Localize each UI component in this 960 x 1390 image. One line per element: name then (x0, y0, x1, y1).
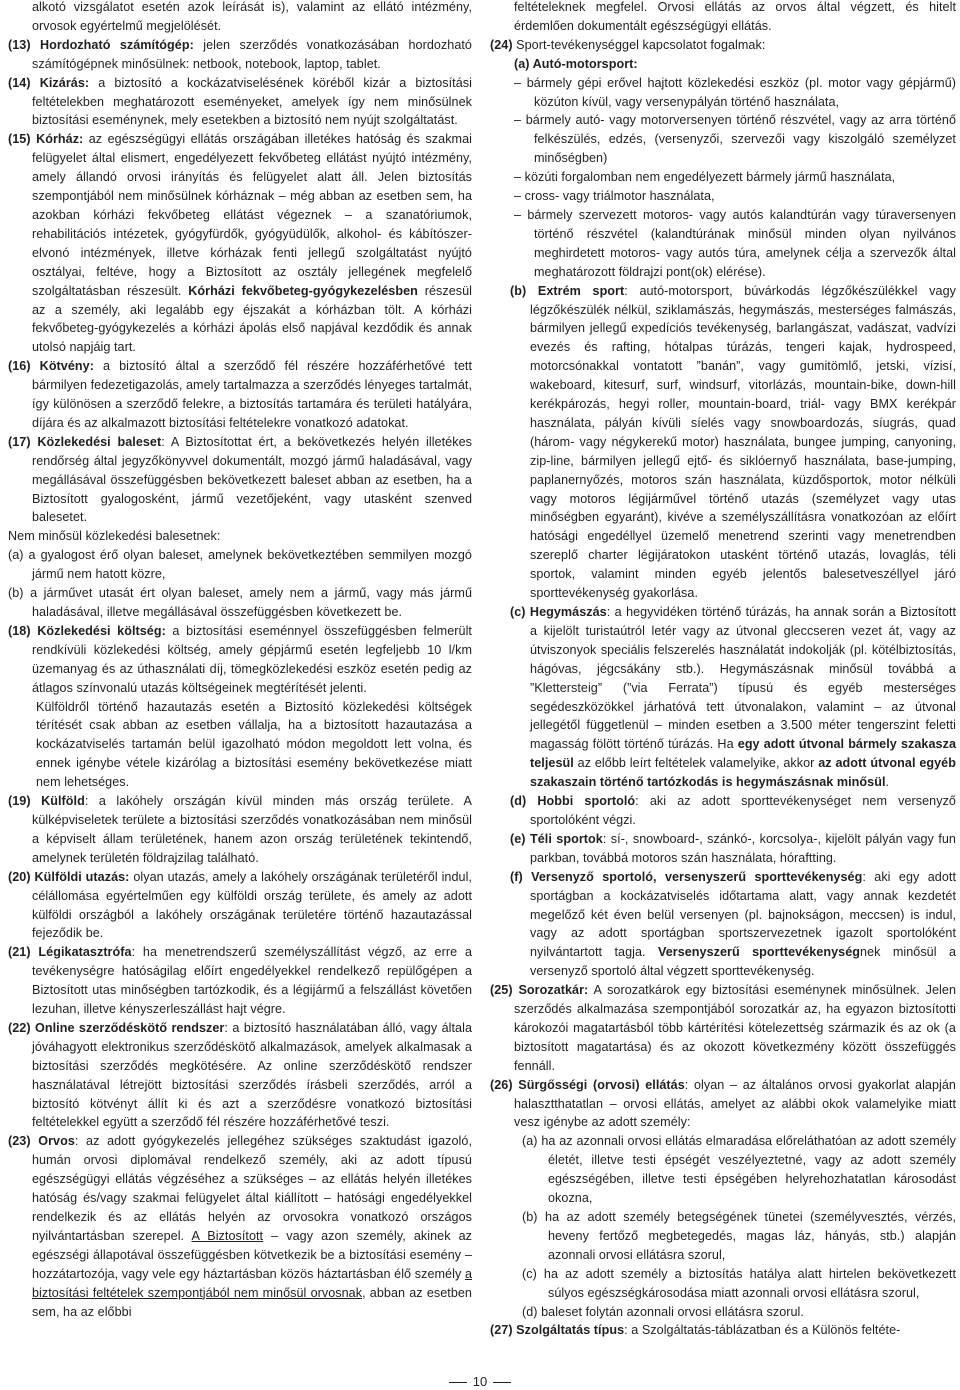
emergency-item-c: (c) ha az adott személy a biztosítás hatálya alatt hirtelen bekövetkezett súlyos egészségkárosodása miatt azonnali orvosi ellátásra szorul, (522, 1266, 956, 1300)
definition-title: (c) Hegymászás (510, 605, 607, 619)
definition-18-note: Külföldről történő hazautazás esetén a Biztosító közlekedési költségek térítését csak abban az esetben vállalja, ha a biztosított hazautazása a kockázatviselés tartamán belül igazolható módon megoldott lett volna, és ennek igénybe vétele kizárólag a biztosítási esemény bekövetkezése miatt nem lehetséges. (36, 699, 472, 790)
definition-27: (27) Szolgáltatás típus: a Szolgáltatás-táblázatban és a Különös feltéte- (490, 1323, 901, 1338)
definition-21: (21) Légikatasztrófa: ha menetrendszerű személyszállítást végző, az erre a tevékenységre hatóságilag előírt engedélyekkel rendelkező repülőgépen a Biztosított utas minőségben tartózkodik, és a légijármű a felszállást követően lezuhan, illetve kényszerleszállást hajt végre. (8, 945, 472, 1017)
dash-item: – bármely autó- vagy motorversenyen történő részvétel, vagy az arra történő felkészülés, edzés, (versenyzői, szervezői vagy kiszolgáló személyzet minőségben) (514, 113, 956, 166)
definition-13: (13) Hordozható számítógép: jelen szerződés vonatkozásában hordozható számítógépnek minősülnek: netbook, notebook, laptop, tablet. (8, 37, 472, 71)
definition-title: (d) Hobbi sportoló (510, 794, 636, 809)
dash-item: – bármely gépi erővel hajtott közlekedési eszköz (pl. motor vagy gépjármű) közúton kívül, vagy versenypályán történő használata, (514, 75, 956, 109)
definition-title: (24) (490, 37, 513, 52)
definition-24-c: (c) Hegymászás: a hegyvidéken történő túrázás, ha annak során a Biztosított a kijelölt turistaútról letér vagy az útvonal gleccseren vezet át, vagy az útviszonyok speciális felszerelés használatát indokolják (pl. kötélbiztosítás, hágóvas, jégcsákány stb.). Hegymászásnak minősül továbbá a ”Klettersteig” (”via Ferrata”) típusú és egyéb mesterséges segédeszközökkel járhatóvá tett útvonalakon, valamint – az útvonal jellegétől függetlenül – minden esetben a 3.500 méter tengerszint feletti magasság fölött történő túrázás. Ha egy adott útvonal bármely szakasza teljesül az előbb leírt feltételek valamelyike, akkor az adott útvonal egyéb szakaszain történő tartózkodás is hegymászásnak minősül. (510, 605, 957, 790)
definition-title: (14) Kizárás: (8, 75, 90, 90)
definition-title: (e) Téli sportok (510, 831, 603, 846)
definition-title: (b) Extrém sport (510, 283, 625, 298)
definition-24-b: (b) Extrém sport: autó-motorsport, búvárkodás légzőkészülékkel vagy légzőkészülék nélkül, sziklamászás, hegymászás, mesterséges falmászás, bármilyen jellegű expedíciós tevékenység, barlangászat, vadászat, vadvízi evezés és rafting, hótalpas túrázás, tengeri kajak, hydrospeed, motorcsónakkal vontatott ”banán”, vagy gumitömlő, jetski, vízisí, wakeboard, kitesurf, surf, windsurf, vitorlázás, mountain-bike, down-hill kerékpározás, hegyi roller, mountain-board, triál- vagy BMX kerékpár használata, pályán kívüli síelés vagy snowboardozás, síugrás, quad (három- vagy négykerekű motor) használata, bungee jumping, canyoning, zip-line, bármilyen jellegű ejtő- és siklóernyő használata, base-jumping, paplanernyőzés, motoros szán használata, küzdősportok, motor nélküli vagy motoros légijárművel történő utazás (személyzet vagy utas minőségben egyaránt), kivéve a személyszállításra vonatkozóan az előírt hatósági engedéllyel üzemelő menetrend szerinti vagy menetrendben szereplő charter légijáratokon utasként történő utazás, lovaglás, téli sportok, valamint minden egyéb jelentős balesetveszéllyel járó sporttevékenység gyakorlása. (510, 283, 956, 601)
definition-title: (13) Hordozható számítógép: (8, 37, 194, 52)
underlined-text: A Biztosított (191, 1228, 264, 1243)
definition-22: (22) Online szerződéskötő rendszer: a biztosító használatában álló, vagy általa jóváhagyott elektronikus szerződéskötő alkalmazások, amelyek alkalmasak a biztosítási szerződés megkötésére. Az online szerződéskötő rendszer használatával létrejött biztosítási szerződés írásbeli szerződés, arról a biztosító kötvényt állít ki és azt a szerződésre vonatkozó biztosítási feltételekkel együtt a szerződő fél részére hozzáférhetővé teszi. (8, 1020, 472, 1130)
definition-26: (26) Sürgősségi (orvosi) ellátás: olyan – az általános orvosi gyakorlat alapján halasztthatatlan – orvosi ellátás, amelyet az alábbi okok valamelyike miatt vesz igénybe az adott személy: (490, 1077, 956, 1130)
definition-title: (20) Külföldi utazás: (8, 869, 130, 884)
definition-24-e: (e) Téli sportok: sí-, snowboard-, szánkó-, korcsolya-, kijelölt pályán vagy fun parkban, továbbá motoros szán használata, hóraftting. (510, 831, 956, 865)
dash-item: – cross- vagy triálmotor használata, (514, 189, 715, 204)
definition-title: (27) Szolgáltatás típus (490, 1323, 625, 1338)
definition-14: (14) Kizárás: a biztosító a kockázatviselésének köréből kizár a biztosítási feltételekben meghatározott eseményeket, amelyek így nem minősülnek biztosítási eseménynek, mely esetekben a biztosító nem nyújt szolgáltatást. (8, 75, 472, 128)
definition-title: (23) Orvos (8, 1134, 75, 1149)
definition-title: (16) Kötvény: (8, 359, 94, 374)
page-number-rule (493, 1382, 511, 1383)
page-number-rule (449, 1382, 467, 1383)
paragraph-12-continued: alkotó vizsgálatot esetén azok leírását is), valamint az ellátó intézmény, orvosok egyértelmű megjelölését. (32, 0, 472, 33)
definition-17: (17) Közlekedési baleset: A Biztosítottat ért, a bekövetkezés helyén illetékes rendőrség által jegyzőkönyvvel dokumentált, mozgó jármű haladásával, vagy megállásával összefüggésben bekövetkezett baleset abban az esetben, ha a Biztosított gyalogosként, jármű vezetőjeként, vagy utasként szenved balesetet. (8, 434, 472, 525)
exclusion-heading: Nem minősül közlekedési balesetnek: (8, 529, 221, 544)
emergency-item-a: (a) ha az azonnali orvosi ellátás elmaradása előreláthatóan az adott személy életét, illetve testi épségét veszélyeztetné, vagy az adott személy egészségében, illetve testi épségében helyrehozhatatlan károsodást okozna, (522, 1134, 956, 1206)
definition-title: (f) Versenyző sportoló, versenyszerű sporttevékenység (510, 869, 863, 884)
definition-19: (19) Külföld: a lakóhely országán kívül minden más ország területe. A külképviseletek területe a biztosítási szerződés vonatkozásában nem minősül a képviselt állam területének, hanem azon ország területének tekintendő, amelynek területén földrajzilag található. (8, 794, 472, 865)
definition-24-d: (d) Hobbi sportoló: aki az adott sporttevékenységet nem versenyző sportolóként végzi. (510, 794, 956, 827)
definition-23: (23) Orvos: az adott gyógykezelés jellegéhez szükséges szaktudást igazoló, humán orvosi diplomával rendelkező személy, aki az adott típusú egészségügyi ellátás végzéséhez a szükséges – az ellátás helyén illetékes hatóság és/vagy szakmai felügyelet által kiállított – hatósági engedélyekkel rendelkezik és az ellátás helyén az orvosokra vonatkozó országos nyilvántartásban szerepel. A Biztosított – vagy azon személy, akinek az egészségi állapotával összefüggésben kötvetkezik be a biztosítási esemény – hozzátartozója, vagy vele egy háztartásban közös háztartásban élő személy a biztosítási feltételek szempontjából nem minősül orvosnak, abban az esetben sem, ha az előbbi (8, 1134, 472, 1319)
definition-title: (17) Közlekedési baleset (8, 434, 162, 449)
definition-24: (24) Sport-tevékenységgel kapcsolatot fogalmak: (490, 37, 766, 52)
emergency-item-d: (d) baleset folytán azonnali orvosi ellátásra szorul. (522, 1304, 804, 1319)
emergency-item-b: (b) ha az adott személy betegségének tünetei (személyvesztés, vérzés, heveny fertőző megbetegedés, magas láz, hányás, stb.) alapján azonnali orvosi ellátásra szorul, (522, 1210, 956, 1262)
left-column (8, 0, 472, 1321)
exclusion-item-b: (b) a járművet utasát ért olyan baleset, amely nem a jármű, vagy más jármű haladásával, illetve megállásával összefüggésben következett be. (8, 586, 472, 619)
definition-title: (22) Online szerződéskötő rendszer (8, 1020, 225, 1035)
definition-18: (18) Közlekedési költség: a biztosítási eseménnyel összefüggésben felmerült rendkívüli közlekedési költség, amely gépjármű esetén legfeljebb 10 l/km üzemanyag és az úthasználati díj, tömegközlekedési eszköz esetén pedig az átlagos színvonalú utazás költségeinek megtérítését jelenti. (8, 623, 472, 695)
definition-15: (15) Kórház: az egészségügyi ellátás országában illetékes hatóság és szakmai felügyelet által elismert, engedélyezett fekvőbeteg ellátást nyújtó intézmény, amely állandó orvosi irányítás és felügyelet alatt áll. Jelen biztosítás szempontjából nem minősülnek kórháznak – még abban az esetben sem, ha azokban kórházi fekvőbeteg ellátást végeznek – a szanatóriumok, rehabilitációs intézetek, gyógyfürdők, gyógyüdülők, alkohol- és kábítószer-elvonó intézmények, illetve kórházak fenti jellegű szolgáltatást nyújtó osztályai, feltéve, hogy a Biztosított az osztály jellegének megfelelő szolgáltatásban részesült. Kórházi fekvőbeteg-gyógykezelésben részesül az a személy, aki legalább egy éjszakát a kórházban tölt. A kórházi fekvőbeteg-gyógykezelés a kórházi ápolás első napjával kezdődik és annak utolsó napjáig tart. (8, 132, 473, 355)
subheading-a: (a) Autó-motorsport: (514, 56, 638, 71)
definition-title: (15) Kórház: (8, 132, 84, 147)
paragraph-23-continued: feltételeknek megfelel. Orvosi ellátás az orvos által végzett, és hitelt érdemlően dokumentált egészségügyi ellátás. (514, 0, 956, 33)
definition-title: (19) Külföld (8, 794, 85, 809)
dash-item: – bármely szervezett motoros- vagy autós kalandtúrán vagy túraversenyen történő részvétel (kalandtúrának minősül minden olyan nyilvános meghirdetett motoros- vagy autós túra, amelynek célja a szervezők által meghatározott földrajzi pont(ok) elérése). (514, 207, 956, 279)
right-column (490, 0, 956, 1340)
underlined-text: a biztosítási feltételek szempontjából nem minősül orvosnak (32, 1266, 472, 1300)
exclusion-item-a: (a) a gyalogost érő olyan baleset, amelynek bekövetkeztében semmilyen mozgó jármű nem hatott közre, (8, 548, 472, 582)
dash-item: – közúti forgalomban nem engedélyezett bármely jármű használata, (514, 170, 896, 185)
definition-title: (26) Sürgősségi (orvosi) ellátás (490, 1077, 685, 1092)
definition-title: (18) Közlekedési költség: (8, 623, 166, 638)
definition-24-f: (f) Versenyző sportoló, versenyszerű sporttevékenység: aki egy adott sportágban a kockázatviselés időtartama alatt, vagy annak kezdetét megelőző két éven belül versenyen (pl. bajnokságon, meccsen) is indul, vagy az adott sportágban sportszervezetnek igazolt sportolóként nyilvántartott tagja. Versenyszerű sporttevékenységnek minősül a versenyző sportoló által végzett sporttevékenység. (510, 869, 956, 979)
definition-20: (20) Külföldi utazás: olyan utazás, amely a lakóhely országának területéről indul, célállomása egyértelműen egy külföldi ország területe, és amely az adott külföldi országból a lakóhely országának területére történő hazautazással fejeződik be. (8, 869, 472, 941)
definition-subtitle: Kórházi fekvőbeteg-gyógykezelésben (188, 283, 418, 298)
definition-title: (21) Légikatasztrófa (8, 945, 132, 960)
definition-16: (16) Kötvény: a biztosító által a szerződő fél részére hozzáférhetővé tett bármilyen fedezetigazolás, amely tartalmazza a szerződés lényeges tartalmát, így különösen a szerződő felekre, a biztosítás tartamára és területi hatályára, díjára és az alkalmazott biztosítási feltételekre vonatkozó adatokat. (8, 359, 473, 430)
page-number-value: 10 (472, 1374, 488, 1389)
definition-25: (25) Sorozatkár: A sorozatkárok egy biztosítási eseménynek minősülnek. Jelen szerződés alkalmazása szempontjából sorozatkár az, ha egyazon biztosítotti károkozói magatartásból több kártérítési kötelezettség származik és az ok (a biztosított magatartása) és az okozott következmény között összefüggés fennáll. (490, 983, 956, 1073)
definition-title: (25) Sorozatkár: (490, 983, 589, 998)
page-number (0, 1374, 960, 1390)
